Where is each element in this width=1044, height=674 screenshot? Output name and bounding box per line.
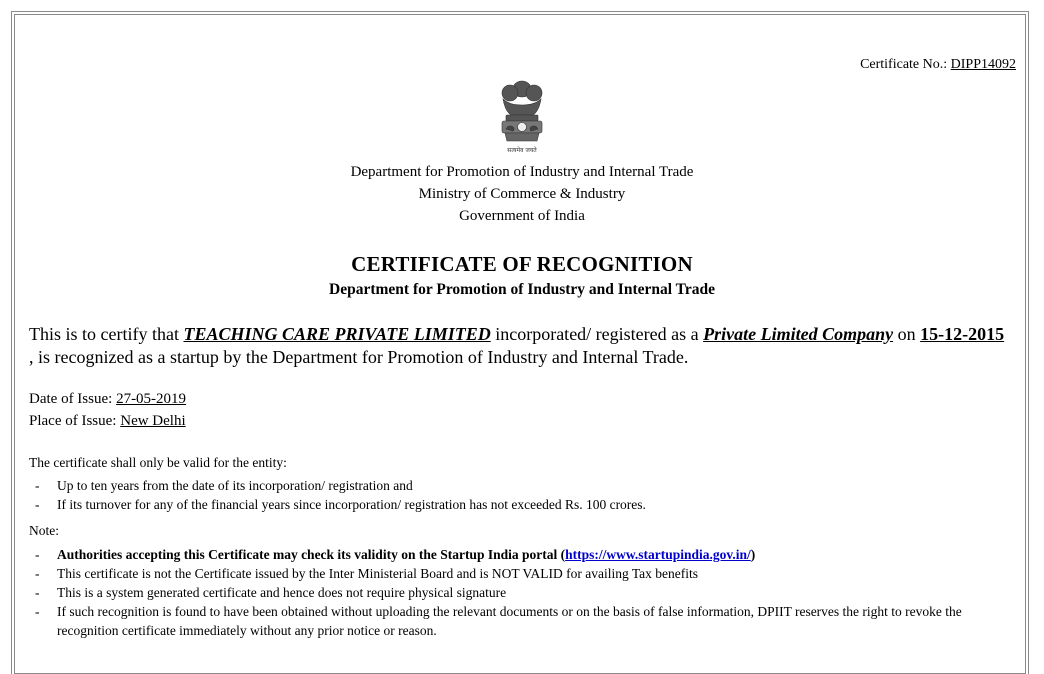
validity-intro: The certificate shall only be valid for the entity: (29, 455, 287, 470)
startup-india-link[interactable]: https://www.startupindia.gov.in/ (565, 547, 751, 562)
list-item: - This is a system generated certificate and hence does not require physical signature (29, 583, 1009, 602)
list-item: - If such recognition is found to have been obtained without uploading the relevant documents or on the basis of false information, DPIIT reserves the right to revoke the recognition certificate immediately without any prior notice or reason. (29, 602, 1009, 640)
national-emblem-icon (497, 77, 547, 155)
note-label: Note: (29, 523, 59, 538)
emblem-motto: सत्यमेव जयते (507, 147, 537, 154)
list-item: - Up to ten years from the date of its incorporation/ registration and (29, 476, 1009, 495)
certificate-number-value: DIPP14092 (950, 57, 1016, 72)
statement-on: on (897, 324, 916, 344)
issue-place-value: New Delhi (120, 413, 186, 429)
issue-date-row (29, 391, 186, 408)
certificate-number (860, 57, 1016, 73)
statement-suffix: , is recognized as a startup by the Department for Promotion of Industry and Internal Trade. (29, 347, 689, 367)
issue-date-label: Date of Issue: (29, 391, 113, 407)
header-department: Department for Promotion of Industry and Internal Trade (350, 164, 694, 180)
portal-check-text: Authorities accepting this Certificate may check its validity on the Startup India portal ( (57, 547, 566, 562)
company-name: TEACHING CARE PRIVATE LIMITED (183, 324, 491, 344)
validity-list (29, 476, 1009, 514)
issue-place-row (29, 413, 186, 430)
certification-statement (29, 323, 1019, 369)
company-type: Private Limited Company (703, 324, 894, 344)
header-government: Government of India (459, 208, 585, 224)
issue-place-label: Place of Issue: (29, 413, 117, 429)
portal-check-close: ) (750, 547, 756, 562)
statement-prefix: This is to certify that (29, 324, 179, 344)
certificate-number-label: Certificate No.: (860, 57, 948, 72)
certificate-subtitle: Department for Promotion of Industry and Internal Trade (329, 281, 715, 298)
list-item: - This certificate is not the Certificate issued by the Inter Ministerial Board and is NOT VALID for availing Tax benefits (29, 564, 1009, 583)
issue-date-value: 27-05-2019 (116, 391, 187, 407)
certificate-title: CERTIFICATE OF RECOGNITION (351, 252, 693, 276)
header-ministry: Ministry of Commerce & Industry (418, 186, 626, 202)
incorporation-date: 15-12-2015 (920, 324, 1005, 344)
list-item: - If its turnover for any of the financial years since incorporation/ registration has not exceeded Rs. 100 crores. (29, 495, 1009, 514)
list-item (29, 545, 1009, 564)
statement-middle: incorporated/ registered as a (495, 324, 699, 344)
note-list (29, 545, 1009, 640)
